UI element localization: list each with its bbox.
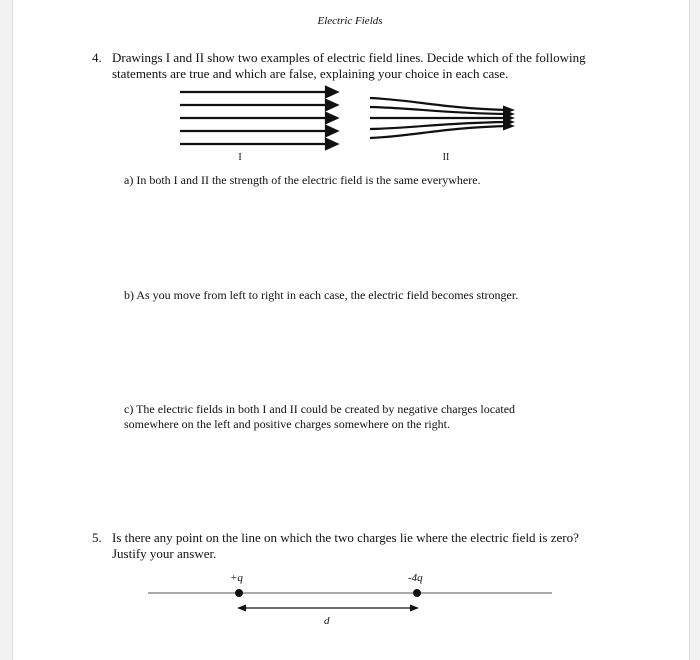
figure-I-label: I [238,152,242,163]
question-5-prompt-line-1: Is there any point on the line on which the two charges lie where the electric field is zero? [112,530,579,545]
charge-label-minus-4q: -4q [408,572,423,584]
question-4-prompt-line-2: statements are true and which are false, explaining your choice in each case. [112,66,509,81]
distance-label-d: d [324,615,330,627]
figure-II-label: II [442,152,450,163]
page-header-title: Electric Fields [317,15,383,27]
charge-dot-minus-4q [413,589,421,597]
statement-c-line-1: c) The electric fields in both I and II could be created by negative charges located [124,402,516,416]
question-5-prompt-line-2: Justify your answer. [112,546,217,561]
question-5-number: 5. [92,530,102,545]
charge-dot-plus-q [235,589,243,597]
statement-c-line-2: somewhere on the left and positive charges somewhere on the right. [124,417,451,431]
question-4-prompt-line-1: Drawings I and II show two examples of electric field lines. Decide which of the following [112,50,586,65]
question-4-number: 4. [92,50,102,65]
distance-arrow [237,605,419,612]
charges-line-diagram [148,585,552,615]
charge-label-plus-q: +q [230,572,243,584]
field-lines-figure-II [370,96,522,140]
field-lines-figure-I [180,88,340,152]
statement-a: a) In both I and II the strength of the electric field is the same everywhere. [124,173,481,187]
statement-b: b) As you move from left to right in each case, the electric field becomes stronger. [124,288,519,302]
